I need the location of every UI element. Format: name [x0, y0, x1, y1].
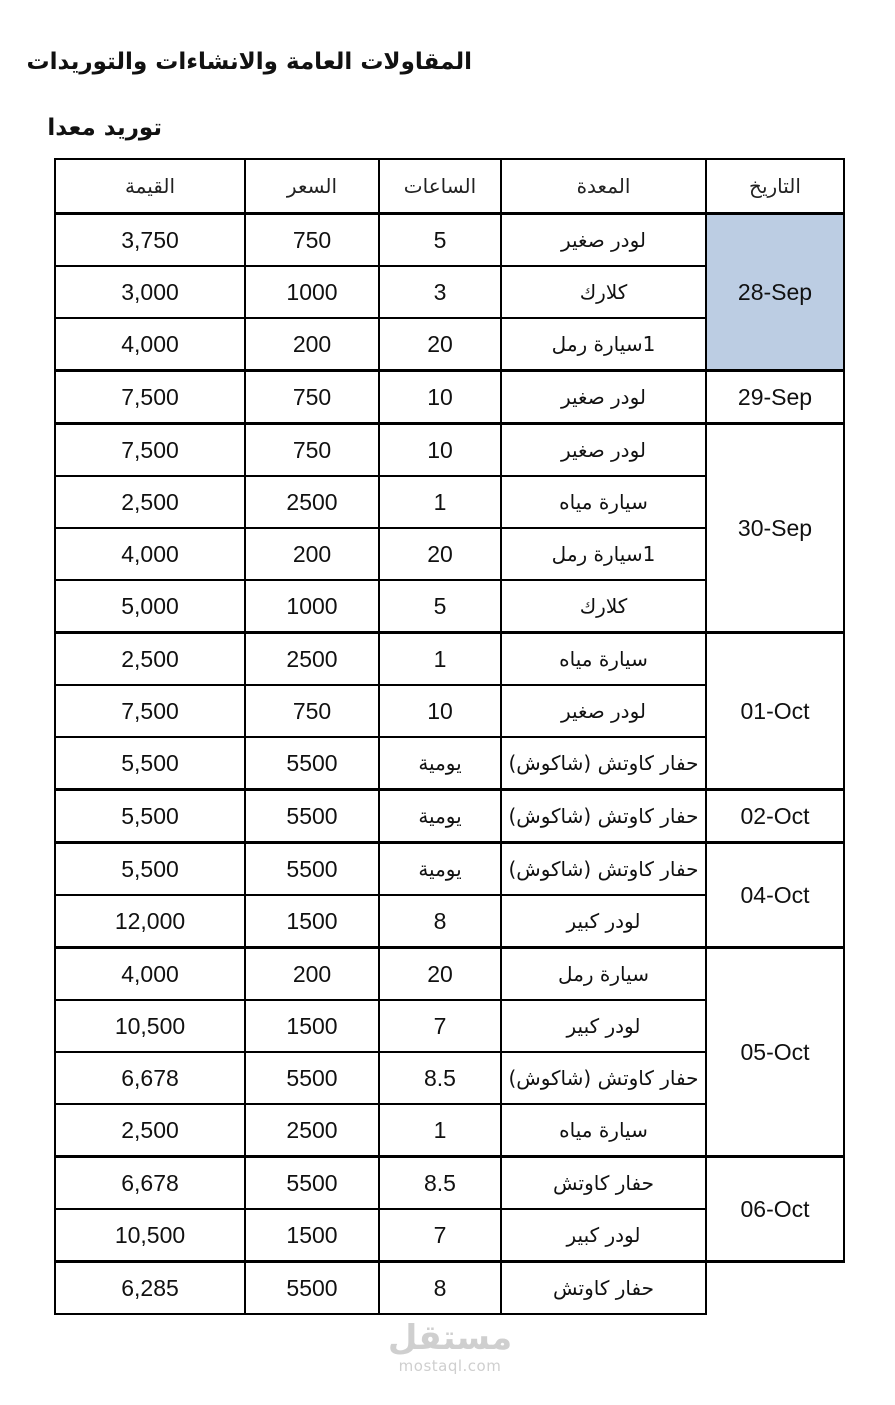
cell-price: 1500	[245, 895, 379, 948]
cell-hours: 8	[379, 895, 501, 948]
cell-hours: يومية	[379, 790, 501, 843]
cell-price: 5500	[245, 1157, 379, 1210]
table-row	[55, 371, 844, 424]
cell-equipment: لودر كبير	[501, 1000, 706, 1052]
cell-equipment: لودر كبير	[501, 1209, 706, 1262]
cell-price: 2500	[245, 1104, 379, 1157]
cell-value: 3,000	[55, 266, 245, 318]
column-header-price: السعر	[245, 159, 379, 214]
cell-value: 10,500	[55, 1209, 245, 1262]
cell-equipment: كلارك	[501, 266, 706, 318]
cell-price: 2500	[245, 476, 379, 528]
cell-equipment: 1سيارة رمل	[501, 528, 706, 580]
cell-price: 750	[245, 214, 379, 267]
cell-price: 200	[245, 318, 379, 371]
cell-value: 2,500	[55, 633, 245, 686]
cell-date: 29-Sep	[706, 371, 844, 424]
cell-date	[706, 1262, 844, 1315]
cell-value: 5,500	[55, 790, 245, 843]
cell-equipment: لودر كبير	[501, 895, 706, 948]
cell-price: 750	[245, 371, 379, 424]
cell-value: 5,000	[55, 580, 245, 633]
cell-price: 1000	[245, 266, 379, 318]
cell-equipment: حفار كاوتش	[501, 1262, 706, 1315]
cell-equipment: لودر صغير	[501, 214, 706, 267]
cell-hours: 5	[379, 580, 501, 633]
cell-value: 6,678	[55, 1157, 245, 1210]
cell-date: 04-Oct	[706, 843, 844, 948]
cell-price: 200	[245, 948, 379, 1001]
table-row	[55, 843, 844, 896]
cell-hours: 7	[379, 1000, 501, 1052]
cell-equipment: لودر صغير	[501, 685, 706, 737]
cell-date: 28-Sep	[706, 214, 844, 371]
cell-date: 06-Oct	[706, 1157, 844, 1262]
cell-value: 2,500	[55, 476, 245, 528]
cell-date: 30-Sep	[706, 424, 844, 633]
cell-value: 5,500	[55, 737, 245, 790]
cell-date: 01-Oct	[706, 633, 844, 790]
cell-value: 7,500	[55, 371, 245, 424]
column-header-value: القيمة	[55, 159, 245, 214]
cell-price: 2500	[245, 633, 379, 686]
cell-price: 200	[245, 528, 379, 580]
column-header-equipment: المعدة	[501, 159, 706, 214]
cell-equipment: سيارة رمل	[501, 948, 706, 1001]
cell-hours: 7	[379, 1209, 501, 1262]
cell-value: 7,500	[55, 685, 245, 737]
table-row	[55, 633, 844, 686]
cell-hours: 10	[379, 685, 501, 737]
table-row	[55, 1262, 844, 1315]
section-subtitle: توريد معدا	[47, 115, 162, 141]
cell-equipment: حفار كاوتش (شاكوش)	[501, 790, 706, 843]
table-row	[55, 948, 844, 1001]
table-header-row	[55, 159, 844, 214]
cell-value: 4,000	[55, 528, 245, 580]
cell-value: 4,000	[55, 948, 245, 1001]
cell-equipment: حفار كاوتش (شاكوش)	[501, 1052, 706, 1104]
table-row	[55, 424, 844, 477]
cell-equipment: 1سيارة رمل	[501, 318, 706, 371]
equipment-table-container	[54, 158, 845, 1315]
cell-hours: 8.5	[379, 1157, 501, 1210]
cell-value: 6,678	[55, 1052, 245, 1104]
column-header-hours: الساعات	[379, 159, 501, 214]
watermark-arabic: مستقل	[387, 1318, 513, 1358]
cell-equipment: لودر صغير	[501, 424, 706, 477]
cell-hours: 20	[379, 948, 501, 1001]
cell-value: 5,500	[55, 843, 245, 896]
cell-hours: 3	[379, 266, 501, 318]
cell-value: 12,000	[55, 895, 245, 948]
table-row	[55, 790, 844, 843]
cell-equipment: حفار كاوتش (شاكوش)	[501, 843, 706, 896]
cell-price: 5500	[245, 1262, 379, 1315]
table-row	[55, 1157, 844, 1210]
cell-hours: 1	[379, 1104, 501, 1157]
cell-equipment: سيارة مياه	[501, 476, 706, 528]
cell-equipment: حفار كاوتش	[501, 1157, 706, 1210]
cell-equipment: حفار كاوتش (شاكوش)	[501, 737, 706, 790]
cell-hours: 8	[379, 1262, 501, 1315]
cell-date: 02-Oct	[706, 790, 844, 843]
cell-hours: 1	[379, 633, 501, 686]
cell-price: 1500	[245, 1000, 379, 1052]
cell-price: 1500	[245, 1209, 379, 1262]
cell-hours: يومية	[379, 843, 501, 896]
cell-value: 10,500	[55, 1000, 245, 1052]
cell-value: 3,750	[55, 214, 245, 267]
cell-price: 750	[245, 424, 379, 477]
cell-price: 750	[245, 685, 379, 737]
watermark-latin: mostaql.com	[398, 1357, 502, 1375]
cell-hours: 1	[379, 476, 501, 528]
cell-equipment: سيارة مياه	[501, 633, 706, 686]
cell-value: 2,500	[55, 1104, 245, 1157]
column-header-date: التاريخ	[706, 159, 844, 214]
cell-price: 1000	[245, 580, 379, 633]
cell-price: 5500	[245, 737, 379, 790]
cell-price: 5500	[245, 1052, 379, 1104]
watermark-logo	[380, 1318, 520, 1374]
cell-equipment: كلارك	[501, 580, 706, 633]
cell-hours: يومية	[379, 737, 501, 790]
cell-hours: 20	[379, 318, 501, 371]
cell-hours: 10	[379, 424, 501, 477]
cell-hours: 8.5	[379, 1052, 501, 1104]
table-row	[55, 214, 844, 267]
cell-price: 5500	[245, 843, 379, 896]
table-body	[55, 214, 844, 1315]
cell-date: 05-Oct	[706, 948, 844, 1157]
cell-hours: 10	[379, 371, 501, 424]
cell-hours: 5	[379, 214, 501, 267]
equipment-table	[54, 158, 845, 1315]
cell-value: 7,500	[55, 424, 245, 477]
cell-value: 6,285	[55, 1262, 245, 1315]
page-title: المقاولات العامة والانشاءات والتوريدات	[26, 49, 472, 75]
cell-price: 5500	[245, 790, 379, 843]
cell-equipment: لودر صغير	[501, 371, 706, 424]
cell-value: 4,000	[55, 318, 245, 371]
cell-hours: 20	[379, 528, 501, 580]
cell-equipment: سيارة مياه	[501, 1104, 706, 1157]
